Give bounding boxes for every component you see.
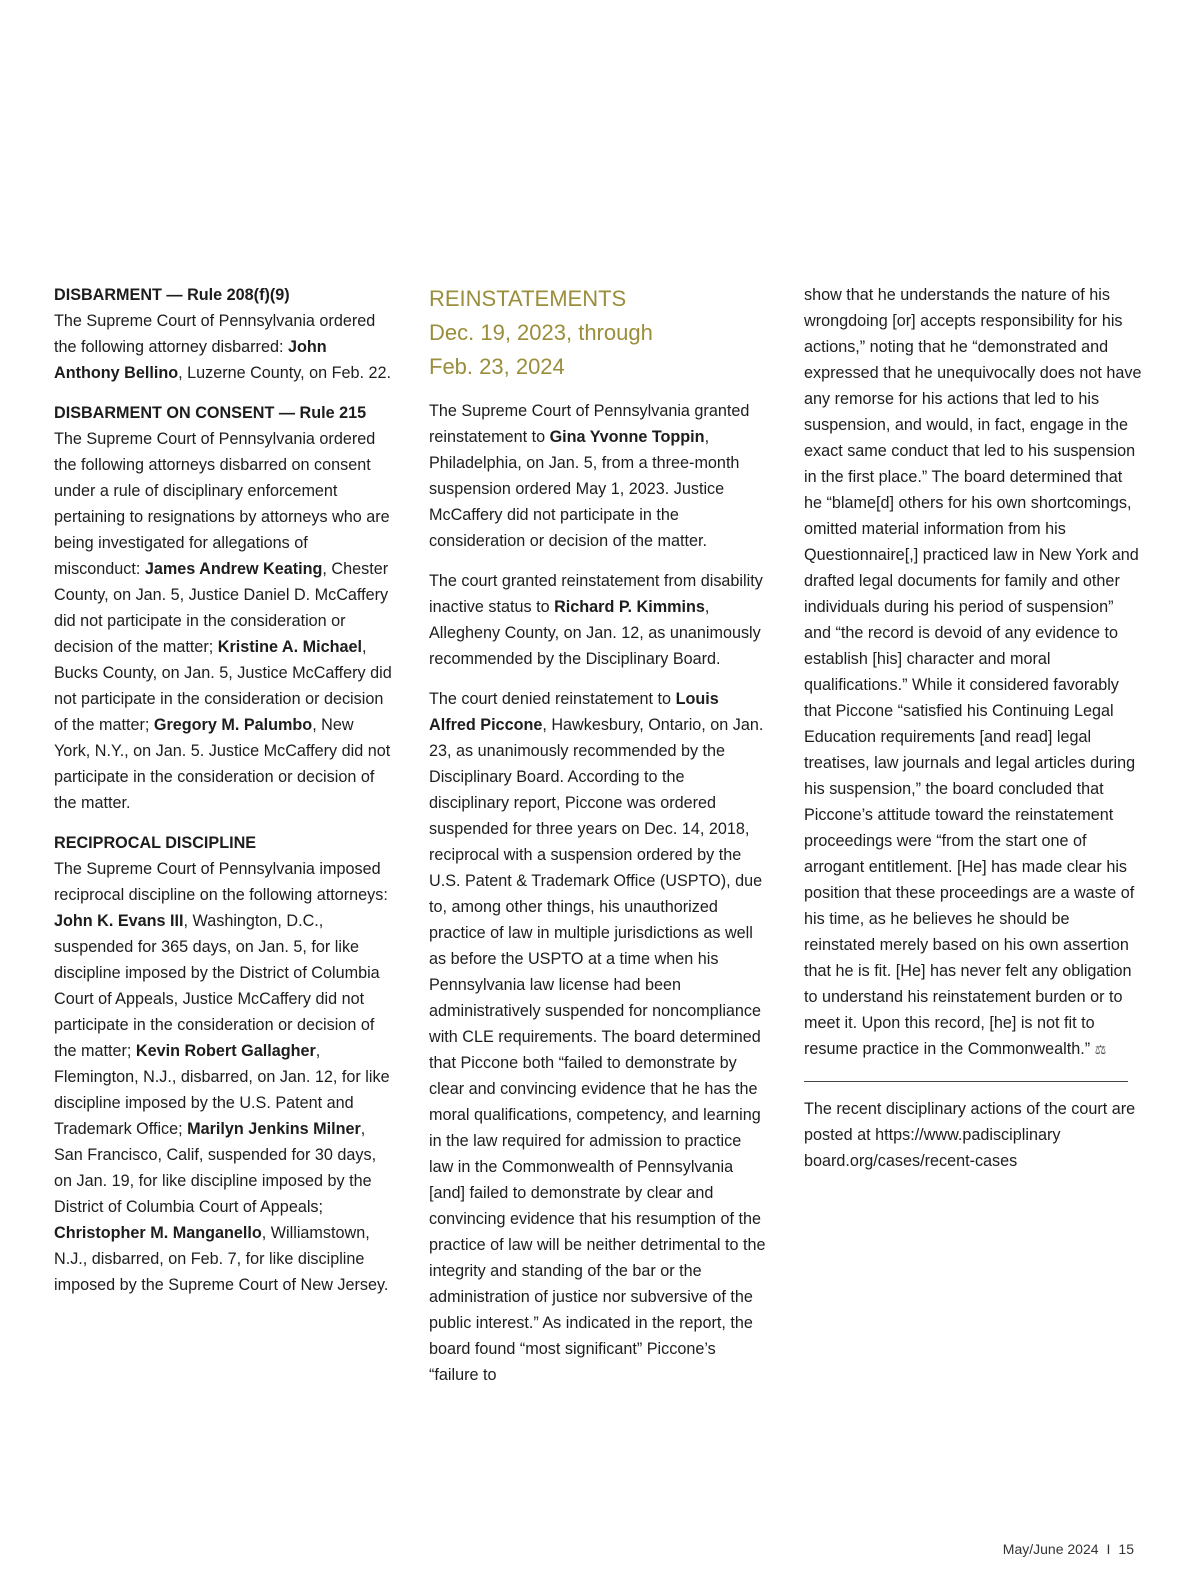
disbarment-section — [54, 282, 394, 386]
body-text: , Philadelphia, on Jan. 5, from a three-month suspension ordered May 1, 2023. Justice McCaffery did not participate in the consideration or decision of the matter. — [429, 428, 740, 550]
body-text: , Hawkesbury, Ontario, on Jan. 23, as unanimously recommended by the Disciplinary Board. According to the disciplinary report, Piccone was ordered suspended for three years on Dec. 14, 2018, reciprocal with a suspension ordered by the U.S. Patent & Trademark Office (USPTO), due to, among other things, his unauthorized practice of law in multiple jurisdictions as well as before the USPTO at a time when his Pennsylvania law license had been administratively suspended for noncompliance with CLE requirements. The board determined that Piccone both “failed to demonstrate by clear and convincing evidence that he has the moral qualifications, competency, and learning in the law required for admission to practice law in the Commonwealth of Pennsylvania [and] failed to demonstrate by clear and convincing evidence that his resumption of the practice of law will be neither detrimental to the integrity and standing of the bar or the administration of justice nor subversive of the public interest.” As indicated in the report, the board found “most significant” Piccone’s “failure to — [429, 716, 766, 1384]
attorney-name: John Anthony Bellino — [54, 338, 327, 382]
attorney-name: Marilyn Jenkins Milner — [187, 1120, 361, 1138]
page-footer — [1003, 1541, 1134, 1557]
attorney-name: Christopher M. Manganello — [54, 1224, 262, 1242]
disbarment-heading: DISBARMENT — Rule 208(f)(9) — [54, 286, 290, 304]
attorney-name: John K. Evans III — [54, 912, 184, 930]
body-text: , Allegheny County, on Jan. 12, as unanimously recommended by the Disciplinary Board. — [429, 598, 761, 668]
disbarment-on-consent-section — [54, 400, 394, 816]
column-1 — [54, 282, 394, 1312]
body-text: , San Francisco, Calif, suspended for 30 days, on Jan. 19, for like discipline imposed by the District of Columbia Court of Appeals; — [54, 1120, 377, 1216]
piccone-paragraph — [429, 686, 769, 1388]
divider — [804, 1081, 1128, 1082]
attorney-name: Gina Yvonne Toppin — [549, 428, 705, 446]
attorney-name: Gregory M. Palumbo — [153, 716, 313, 734]
toppin-paragraph — [429, 398, 769, 554]
kimmins-paragraph — [429, 568, 769, 672]
page-number: 15 — [1118, 1541, 1134, 1557]
body-text: , Bucks County, on Jan. 5, Justice McCaffery did not participate in the consideration or decision of the matter; — [54, 638, 392, 734]
body-text: The Supreme Court of Pennsylvania imposed reciprocal discipline on the following attorneys: — [54, 860, 388, 904]
body-text: , Flemington, N.J., disbarred, on Jan. 12, for like discipline imposed by the U.S. Patent and Trademark Office; — [54, 1042, 390, 1138]
title-line: REINSTATEMENTS — [429, 286, 627, 311]
scales-of-justice-icon: ⚖ — [1094, 1042, 1107, 1057]
body-text: The court granted reinstatement from disability inactive status to — [429, 572, 763, 616]
body-text: The Supreme Court of Pennsylvania granted reinstatement to — [429, 402, 750, 446]
attorney-name: Kevin Robert Gallagher — [135, 1042, 316, 1060]
reinstatements-title — [429, 282, 769, 384]
reciprocal-discipline-heading: RECIPROCAL DISCIPLINE — [54, 834, 257, 852]
piccone-continuation — [804, 282, 1144, 1063]
body-text: The Supreme Court of Pennsylvania ordered the following attorney disbarred: — [54, 312, 376, 356]
attorney-name: Louis Alfred Piccone — [429, 690, 719, 734]
body-text: , Chester County, on Jan. 5, Justice Daniel D. McCaffery did not participate in the consideration or decision of the matter; — [54, 560, 389, 656]
attorney-name: Kristine A. Michael — [217, 638, 362, 656]
body-text: , Williamstown, N.J., disbarred, on Feb. 7, for like discipline imposed by the Supreme Court of New Jersey. — [54, 1224, 389, 1294]
body-text: , Washington, D.C., suspended for 365 days, on Jan. 5, for like discipline imposed by the District of Columbia Court of Appeals, Justice McCaffery did not participate in the consideration or decision of the matter; — [54, 912, 380, 1060]
body-text: , Luzerne County, on Feb. 22. — [178, 364, 392, 382]
column-2 — [429, 282, 769, 1402]
issue-date: May/June 2024 — [1002, 1541, 1099, 1557]
title-line: Feb. 23, 2024 — [429, 354, 565, 379]
footer-separator: I — [1106, 1541, 1111, 1557]
body-text: , New York, N.Y., on Jan. 5. Justice McCaffery did not participate in the consideration or decision of the matter. — [54, 716, 391, 812]
title-line: Dec. 19, 2023, through — [429, 320, 653, 345]
recent-cases-note: The recent disciplinary actions of the court are posted at https://www.padisciplinary board.org/cases/recent-cases — [804, 1100, 1136, 1170]
disbarment-on-consent-heading: DISBARMENT ON CONSENT — Rule 215 — [54, 404, 367, 422]
column-3 — [804, 282, 1144, 1188]
body-text: show that he understands the nature of his wrongdoing [or] accepts responsibility for his actions,” noting that he “demonstrated and expressed that he unequivocally does not have any remorse for his actions that led to his suspension, and would, in fact, engage in the exact same conduct that led to his suspension in the first place.” The board determined that he “blame[d] others for his own shortcomings, omitted material information from his Questionnaire[,] practiced law in New York and drafted legal documents for family and other individuals during his period of suspension” and “the record is devoid of any evidence to establish [his] character and moral qualifications.” While it considered favorably that Piccone “satisfied his Continuing Legal Education requirements [and read] legal treatises, law journals and legal articles during his suspension,” the board concluded that Piccone’s attitude toward the reinstatement proceedings were “from the start one of arrogant entitlement. [He] has made clear his position that these proceedings are a waste of his time, as he believes he should be reinstated merely based on his own assertion that he is fit. [He] has never felt any obligation to understand his reinstatement burden or to meet it. Upon this record, [he] is not fit to resume practice in the Commonwealth.” — [804, 286, 1142, 1058]
body-text: The Supreme Court of Pennsylvania ordered the following attorneys disbarred on consent under a rule of disciplinary enforcement pertaining to resignations by attorneys who are being investigated for allegations of misconduct: — [54, 430, 390, 578]
attorney-name: Richard P. Kimmins — [554, 598, 705, 616]
attorney-name: James Andrew Keating — [144, 560, 323, 578]
body-text: The court denied reinstatement to — [429, 690, 676, 708]
reciprocal-discipline-section — [54, 830, 394, 1298]
